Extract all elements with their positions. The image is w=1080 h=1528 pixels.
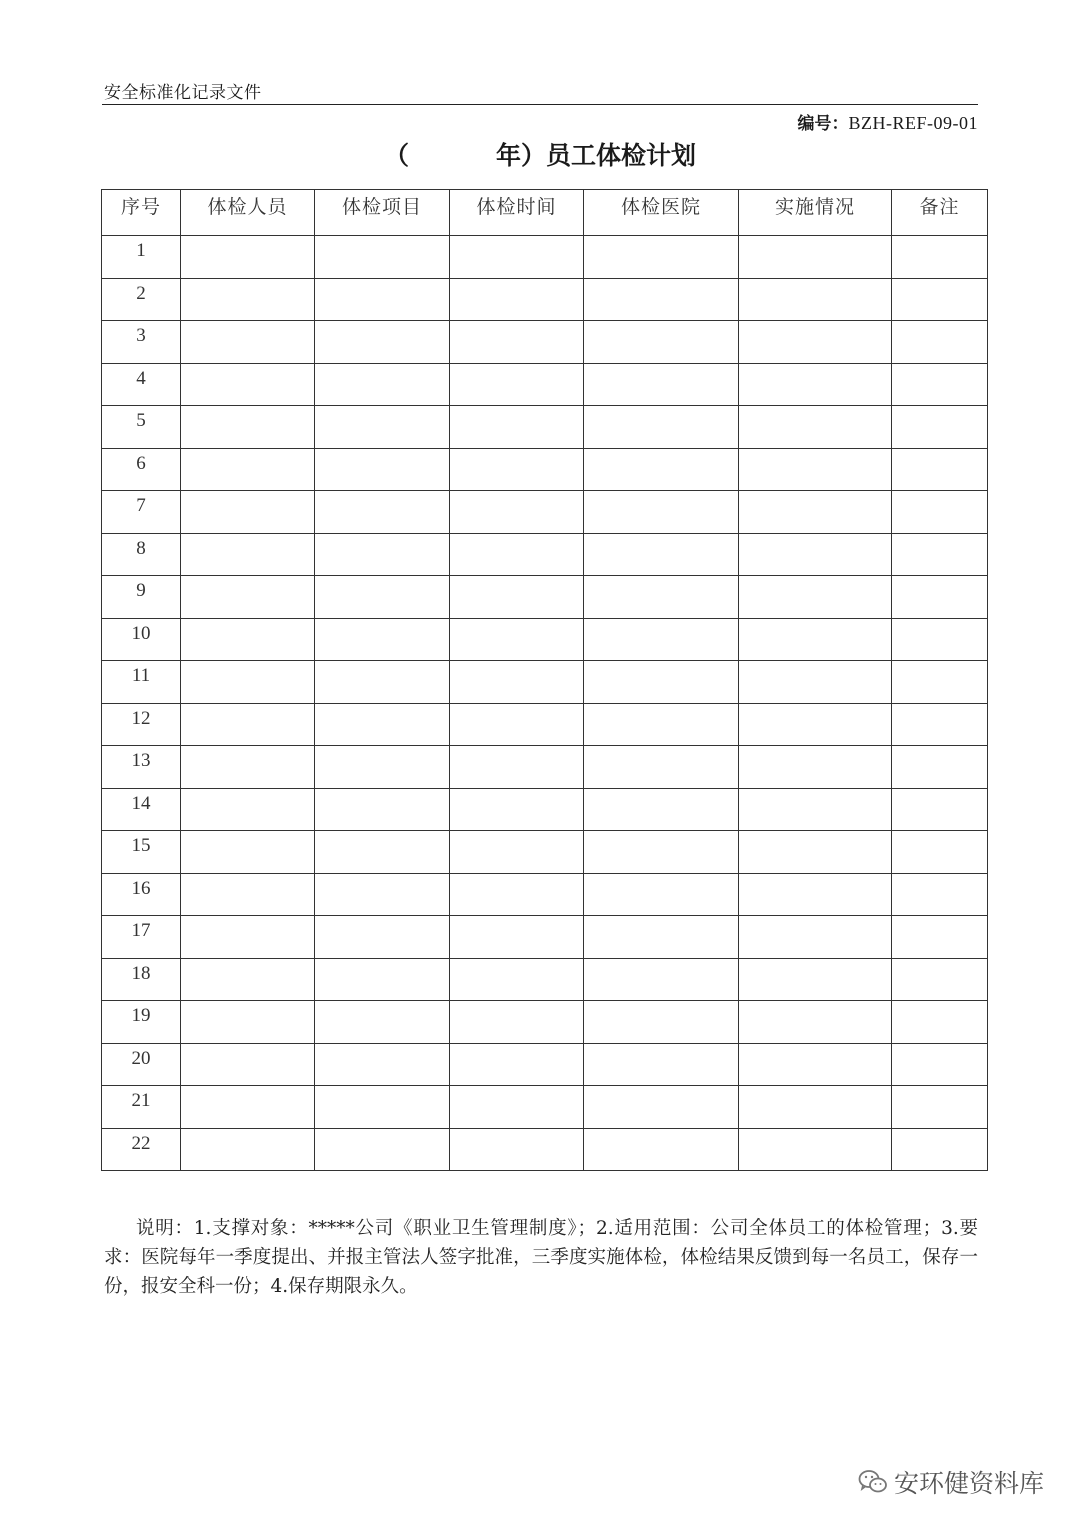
seq-cell: 6: [102, 448, 181, 491]
seq-cell: 17: [102, 916, 181, 959]
time-cell[interactable]: [450, 1086, 584, 1129]
hospital-cell[interactable]: [584, 576, 739, 619]
table-row: [102, 788, 988, 831]
items-cell[interactable]: [315, 661, 450, 704]
remarks-cell[interactable]: [892, 1128, 988, 1171]
seq-cell: 9: [102, 576, 181, 619]
seq-cell: 19: [102, 1001, 181, 1044]
table-row: [102, 278, 988, 321]
table-row: [102, 873, 988, 916]
items-cell[interactable]: [315, 873, 450, 916]
remarks-cell[interactable]: [892, 321, 988, 364]
time-cell[interactable]: [450, 576, 584, 619]
person-cell[interactable]: [181, 491, 315, 534]
table-row: [102, 703, 988, 746]
remarks-cell[interactable]: [892, 448, 988, 491]
hospital-cell[interactable]: [584, 406, 739, 449]
time-cell[interactable]: [450, 661, 584, 704]
hospital-cell[interactable]: [584, 916, 739, 959]
column-header-person: 体检人员: [181, 190, 315, 236]
time-cell[interactable]: [450, 448, 584, 491]
status-cell[interactable]: [739, 278, 892, 321]
column-header-hospital: 体检医院: [584, 190, 739, 236]
status-cell[interactable]: [739, 448, 892, 491]
status-cell[interactable]: [739, 576, 892, 619]
time-cell[interactable]: [450, 788, 584, 831]
items-cell[interactable]: [315, 1043, 450, 1086]
remarks-cell[interactable]: [892, 916, 988, 959]
seq-cell: 21: [102, 1086, 181, 1129]
status-cell[interactable]: [739, 533, 892, 576]
seq-cell: 13: [102, 746, 181, 789]
status-cell[interactable]: [739, 236, 892, 279]
hospital-cell[interactable]: [584, 533, 739, 576]
table-row: [102, 576, 988, 619]
status-cell[interactable]: [739, 1128, 892, 1171]
seq-cell: 22: [102, 1128, 181, 1171]
column-header-items: 体检项目: [315, 190, 450, 236]
status-cell[interactable]: [739, 661, 892, 704]
time-cell[interactable]: [450, 958, 584, 1001]
table-row: [102, 831, 988, 874]
table-row: [102, 916, 988, 959]
person-cell[interactable]: [181, 661, 315, 704]
table-row: [102, 1086, 988, 1129]
items-cell[interactable]: [315, 1128, 450, 1171]
remarks-cell[interactable]: [892, 746, 988, 789]
remarks-cell[interactable]: [892, 873, 988, 916]
time-cell[interactable]: [450, 916, 584, 959]
items-cell[interactable]: [315, 703, 450, 746]
hospital-cell[interactable]: [584, 1128, 739, 1171]
status-cell[interactable]: [739, 491, 892, 534]
watermark: [858, 1464, 1044, 1500]
table-row: [102, 1001, 988, 1044]
watermark-text: 安环健资料库: [893, 1469, 1044, 1498]
hospital-cell[interactable]: [584, 1001, 739, 1044]
table-row: [102, 321, 988, 364]
time-cell[interactable]: [450, 1043, 584, 1086]
time-cell[interactable]: [450, 831, 584, 874]
items-cell[interactable]: [315, 1001, 450, 1044]
hospital-cell[interactable]: [584, 746, 739, 789]
items-cell[interactable]: [315, 916, 450, 959]
items-cell[interactable]: [315, 1086, 450, 1129]
seq-cell: 1: [102, 236, 181, 279]
table-row: [102, 1128, 988, 1171]
table-row: [102, 406, 988, 449]
remarks-cell[interactable]: [892, 958, 988, 1001]
person-cell[interactable]: [181, 831, 315, 874]
hospital-cell[interactable]: [584, 618, 739, 661]
status-cell[interactable]: [739, 916, 892, 959]
time-cell[interactable]: [450, 363, 584, 406]
person-cell[interactable]: [181, 873, 315, 916]
hospital-cell[interactable]: [584, 788, 739, 831]
person-cell[interactable]: [181, 1001, 315, 1044]
status-cell[interactable]: [739, 746, 892, 789]
table-body: [102, 236, 988, 1171]
column-header-remarks: 备注: [892, 190, 988, 236]
time-cell[interactable]: [450, 1128, 584, 1171]
table-header-row: [102, 190, 988, 236]
status-cell[interactable]: [739, 1043, 892, 1086]
table-row: [102, 1043, 988, 1086]
hospital-cell[interactable]: [584, 958, 739, 1001]
items-cell[interactable]: [315, 618, 450, 661]
person-cell[interactable]: [181, 788, 315, 831]
status-cell[interactable]: [739, 321, 892, 364]
status-cell[interactable]: [739, 831, 892, 874]
person-cell[interactable]: [181, 363, 315, 406]
table-row: [102, 533, 988, 576]
items-cell[interactable]: [315, 236, 450, 279]
remarks-cell[interactable]: [892, 1001, 988, 1044]
document-code: [798, 109, 979, 134]
document-code-value: BZH-REF-09-01: [848, 113, 978, 133]
document-code-label: 编号：: [797, 114, 849, 134]
status-cell[interactable]: [739, 363, 892, 406]
remarks-cell[interactable]: [892, 1086, 988, 1129]
header-divider: [102, 104, 978, 105]
person-cell[interactable]: [181, 236, 315, 279]
time-cell[interactable]: [450, 406, 584, 449]
hospital-cell[interactable]: [584, 491, 739, 534]
hospital-cell[interactable]: [584, 873, 739, 916]
items-cell[interactable]: [315, 533, 450, 576]
person-cell[interactable]: [181, 533, 315, 576]
person-cell[interactable]: [181, 746, 315, 789]
table-row: [102, 746, 988, 789]
remarks-cell[interactable]: [892, 703, 988, 746]
hospital-cell[interactable]: [584, 363, 739, 406]
hospital-cell[interactable]: [584, 1043, 739, 1086]
hospital-cell[interactable]: [584, 661, 739, 704]
wechat-icon: [858, 1469, 888, 1495]
table-row: [102, 958, 988, 1001]
status-cell[interactable]: [739, 958, 892, 1001]
remarks-cell[interactable]: [892, 618, 988, 661]
items-cell[interactable]: [315, 746, 450, 789]
items-cell[interactable]: [315, 788, 450, 831]
seq-cell: 5: [102, 406, 181, 449]
remarks-cell[interactable]: [892, 661, 988, 704]
items-cell[interactable]: [315, 958, 450, 1001]
status-cell[interactable]: [739, 788, 892, 831]
person-cell[interactable]: [181, 1128, 315, 1171]
status-cell[interactable]: [739, 1086, 892, 1129]
seq-cell: 2: [102, 278, 181, 321]
column-header-seq: 序号: [102, 190, 181, 236]
hospital-cell[interactable]: [584, 278, 739, 321]
column-header-status: 实施情况: [739, 190, 892, 236]
time-cell[interactable]: [450, 618, 584, 661]
person-cell[interactable]: [181, 618, 315, 661]
hospital-cell[interactable]: [584, 236, 739, 279]
time-cell[interactable]: [450, 746, 584, 789]
document-category: 安全标准化记录文件: [104, 83, 262, 103]
table-row: [102, 448, 988, 491]
hospital-cell[interactable]: [584, 831, 739, 874]
seq-cell: 18: [102, 958, 181, 1001]
time-cell[interactable]: [450, 491, 584, 534]
hospital-cell[interactable]: [584, 321, 739, 364]
table-row: [102, 363, 988, 406]
checkup-plan-table: [101, 189, 988, 1171]
seq-cell: 12: [102, 703, 181, 746]
person-cell[interactable]: [181, 448, 315, 491]
seq-cell: 3: [102, 321, 181, 364]
remarks-cell[interactable]: [892, 236, 988, 279]
status-cell[interactable]: [739, 406, 892, 449]
seq-cell: 16: [102, 873, 181, 916]
remarks-cell[interactable]: [892, 363, 988, 406]
status-cell[interactable]: [739, 703, 892, 746]
person-cell[interactable]: [181, 278, 315, 321]
items-cell[interactable]: [315, 831, 450, 874]
seq-cell: 8: [102, 533, 181, 576]
person-cell[interactable]: [181, 321, 315, 364]
items-cell[interactable]: [315, 406, 450, 449]
table-row: [102, 661, 988, 704]
seq-cell: 14: [102, 788, 181, 831]
table-row: [102, 236, 988, 279]
column-header-time: 体检时间: [450, 190, 584, 236]
table-row: [102, 618, 988, 661]
items-cell[interactable]: [315, 363, 450, 406]
table-row: [102, 491, 988, 534]
hospital-cell[interactable]: [584, 448, 739, 491]
items-cell[interactable]: [315, 321, 450, 364]
hospital-cell[interactable]: [584, 1086, 739, 1129]
notes-paragraph: 说明：1.支撑对象：*****公司《职业卫生管理制度》；2.适用范围：公司全体员工的体检管理；3.要求：医院每年一季度提出、并报主管法人签字批准，三季度实施体检，体检结果反馈到每一名员工，保存一份，报安全科一份；4.保存期限永久。: [104, 1218, 978, 1297]
remarks-cell[interactable]: [892, 406, 988, 449]
items-cell[interactable]: [315, 491, 450, 534]
time-cell[interactable]: [450, 533, 584, 576]
remarks-cell[interactable]: [892, 491, 988, 534]
seq-cell: 15: [102, 831, 181, 874]
person-cell[interactable]: [181, 916, 315, 959]
person-cell[interactable]: [181, 576, 315, 619]
remarks-cell[interactable]: [892, 788, 988, 831]
time-cell[interactable]: [450, 873, 584, 916]
remarks-cell[interactable]: [892, 576, 988, 619]
time-cell[interactable]: [450, 1001, 584, 1044]
status-cell[interactable]: [739, 1001, 892, 1044]
remarks-cell[interactable]: [892, 533, 988, 576]
remarks-cell[interactable]: [892, 831, 988, 874]
seq-cell: 20: [102, 1043, 181, 1086]
seq-cell: 4: [102, 363, 181, 406]
items-cell[interactable]: [315, 576, 450, 619]
time-cell[interactable]: [450, 321, 584, 364]
items-cell[interactable]: [315, 448, 450, 491]
hospital-cell[interactable]: [584, 703, 739, 746]
seq-cell: 7: [102, 491, 181, 534]
status-cell[interactable]: [739, 618, 892, 661]
page-title: （ 年）员工体检计划: [383, 141, 697, 170]
seq-cell: 11: [102, 661, 181, 704]
remarks-cell[interactable]: [892, 278, 988, 321]
person-cell[interactable]: [181, 406, 315, 449]
items-cell[interactable]: [315, 278, 450, 321]
person-cell[interactable]: [181, 958, 315, 1001]
person-cell[interactable]: [181, 703, 315, 746]
seq-cell: 10: [102, 618, 181, 661]
remarks-cell[interactable]: [892, 1043, 988, 1086]
time-cell[interactable]: [450, 236, 584, 279]
person-cell[interactable]: [181, 1086, 315, 1129]
person-cell[interactable]: [181, 1043, 315, 1086]
time-cell[interactable]: [450, 703, 584, 746]
status-cell[interactable]: [739, 873, 892, 916]
time-cell[interactable]: [450, 278, 584, 321]
